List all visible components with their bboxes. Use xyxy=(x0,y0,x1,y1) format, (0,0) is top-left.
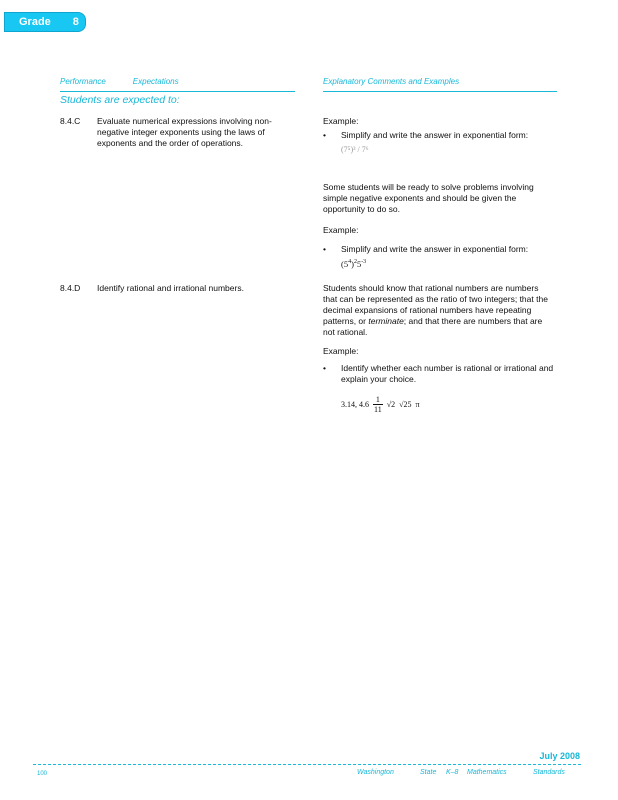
math-part: ) xyxy=(351,259,354,269)
footer-mathematics: Mathematics xyxy=(467,769,507,776)
math-part: √25 xyxy=(399,400,412,409)
footer-k8: K–8 xyxy=(446,769,459,776)
comment-rational-numbers xyxy=(323,283,553,338)
grade-label: Grade xyxy=(19,16,51,28)
math-part: √2 xyxy=(386,400,396,409)
math-fraction xyxy=(373,395,383,414)
code-8-4-c: 8.4.C xyxy=(60,116,81,126)
column-header-comments: Explanatory Comments and Examples xyxy=(323,77,460,86)
example-label: Example: xyxy=(323,346,359,356)
fraction-denominator: 11 xyxy=(374,405,382,414)
comment-text: ; and that there are numbers that are not rational. xyxy=(323,316,543,337)
comment-negative-exponents: Some students will be ready to solve problems involving simple negative exponents and should be given the opportunity to do so. xyxy=(323,182,534,214)
header-expectations: Expectations xyxy=(132,77,179,86)
math-sup: -3 xyxy=(361,259,367,266)
comment-emphasis: terminate xyxy=(368,316,404,326)
math-part: π xyxy=(415,400,420,409)
expectation-8-4-d: Identify rational and irrational numbers. xyxy=(97,283,244,293)
math-part: 5 xyxy=(356,259,362,269)
example-math-number-list xyxy=(341,395,420,414)
page-number: 100 xyxy=(37,771,48,777)
grade-number: 8 xyxy=(72,16,79,28)
footer-rule xyxy=(33,764,581,765)
footer-standards: Standards xyxy=(533,769,565,776)
column-header-performance-expectations xyxy=(60,77,294,86)
footer-date: July 2008 xyxy=(539,751,580,761)
math-part: 3.14, 4.6 xyxy=(341,400,369,409)
code-8-4-d: 8.4.D xyxy=(60,283,81,293)
example-math-negative-exponent xyxy=(341,259,366,269)
math-sup: 4 xyxy=(348,259,352,266)
header-rule-left xyxy=(60,91,295,92)
example-instruction: Identify whether each number is rational or irrational and explain your choice. xyxy=(341,363,554,384)
footer-washington: Washington xyxy=(357,769,394,776)
header-performance: Performance xyxy=(60,77,106,86)
fraction-numerator: 1 xyxy=(375,395,380,404)
example-label: Example: xyxy=(323,116,359,126)
math-sup: 2 xyxy=(353,259,357,266)
bullet-icon: • xyxy=(323,363,326,373)
subheading: Students are expected to: xyxy=(60,94,180,106)
example-instruction: Simplify and write the answer in exponential form: xyxy=(341,130,529,140)
comment-text: Students should know that rational numbers are numbers that can be represented as the ratio of two integers; that the decimal expansions of rational numbers have repeating patterns, or xyxy=(323,283,548,326)
grade-tab xyxy=(4,12,86,32)
header-rule-right xyxy=(323,91,557,92)
footer-state: State xyxy=(420,769,437,776)
example-instruction: Simplify and write the answer in exponential form: xyxy=(341,244,529,254)
math-part: (5 xyxy=(341,259,349,269)
example-math-exponent: (7⁵)³ / 7⁶ xyxy=(341,145,369,154)
bullet-icon: • xyxy=(323,130,326,140)
bullet-icon: • xyxy=(323,244,326,254)
expectation-8-4-c: Evaluate numerical expressions involving non-negative integer exponents using the laws of exponents and the order of operations. xyxy=(97,116,272,148)
example-label: Example: xyxy=(323,225,359,235)
